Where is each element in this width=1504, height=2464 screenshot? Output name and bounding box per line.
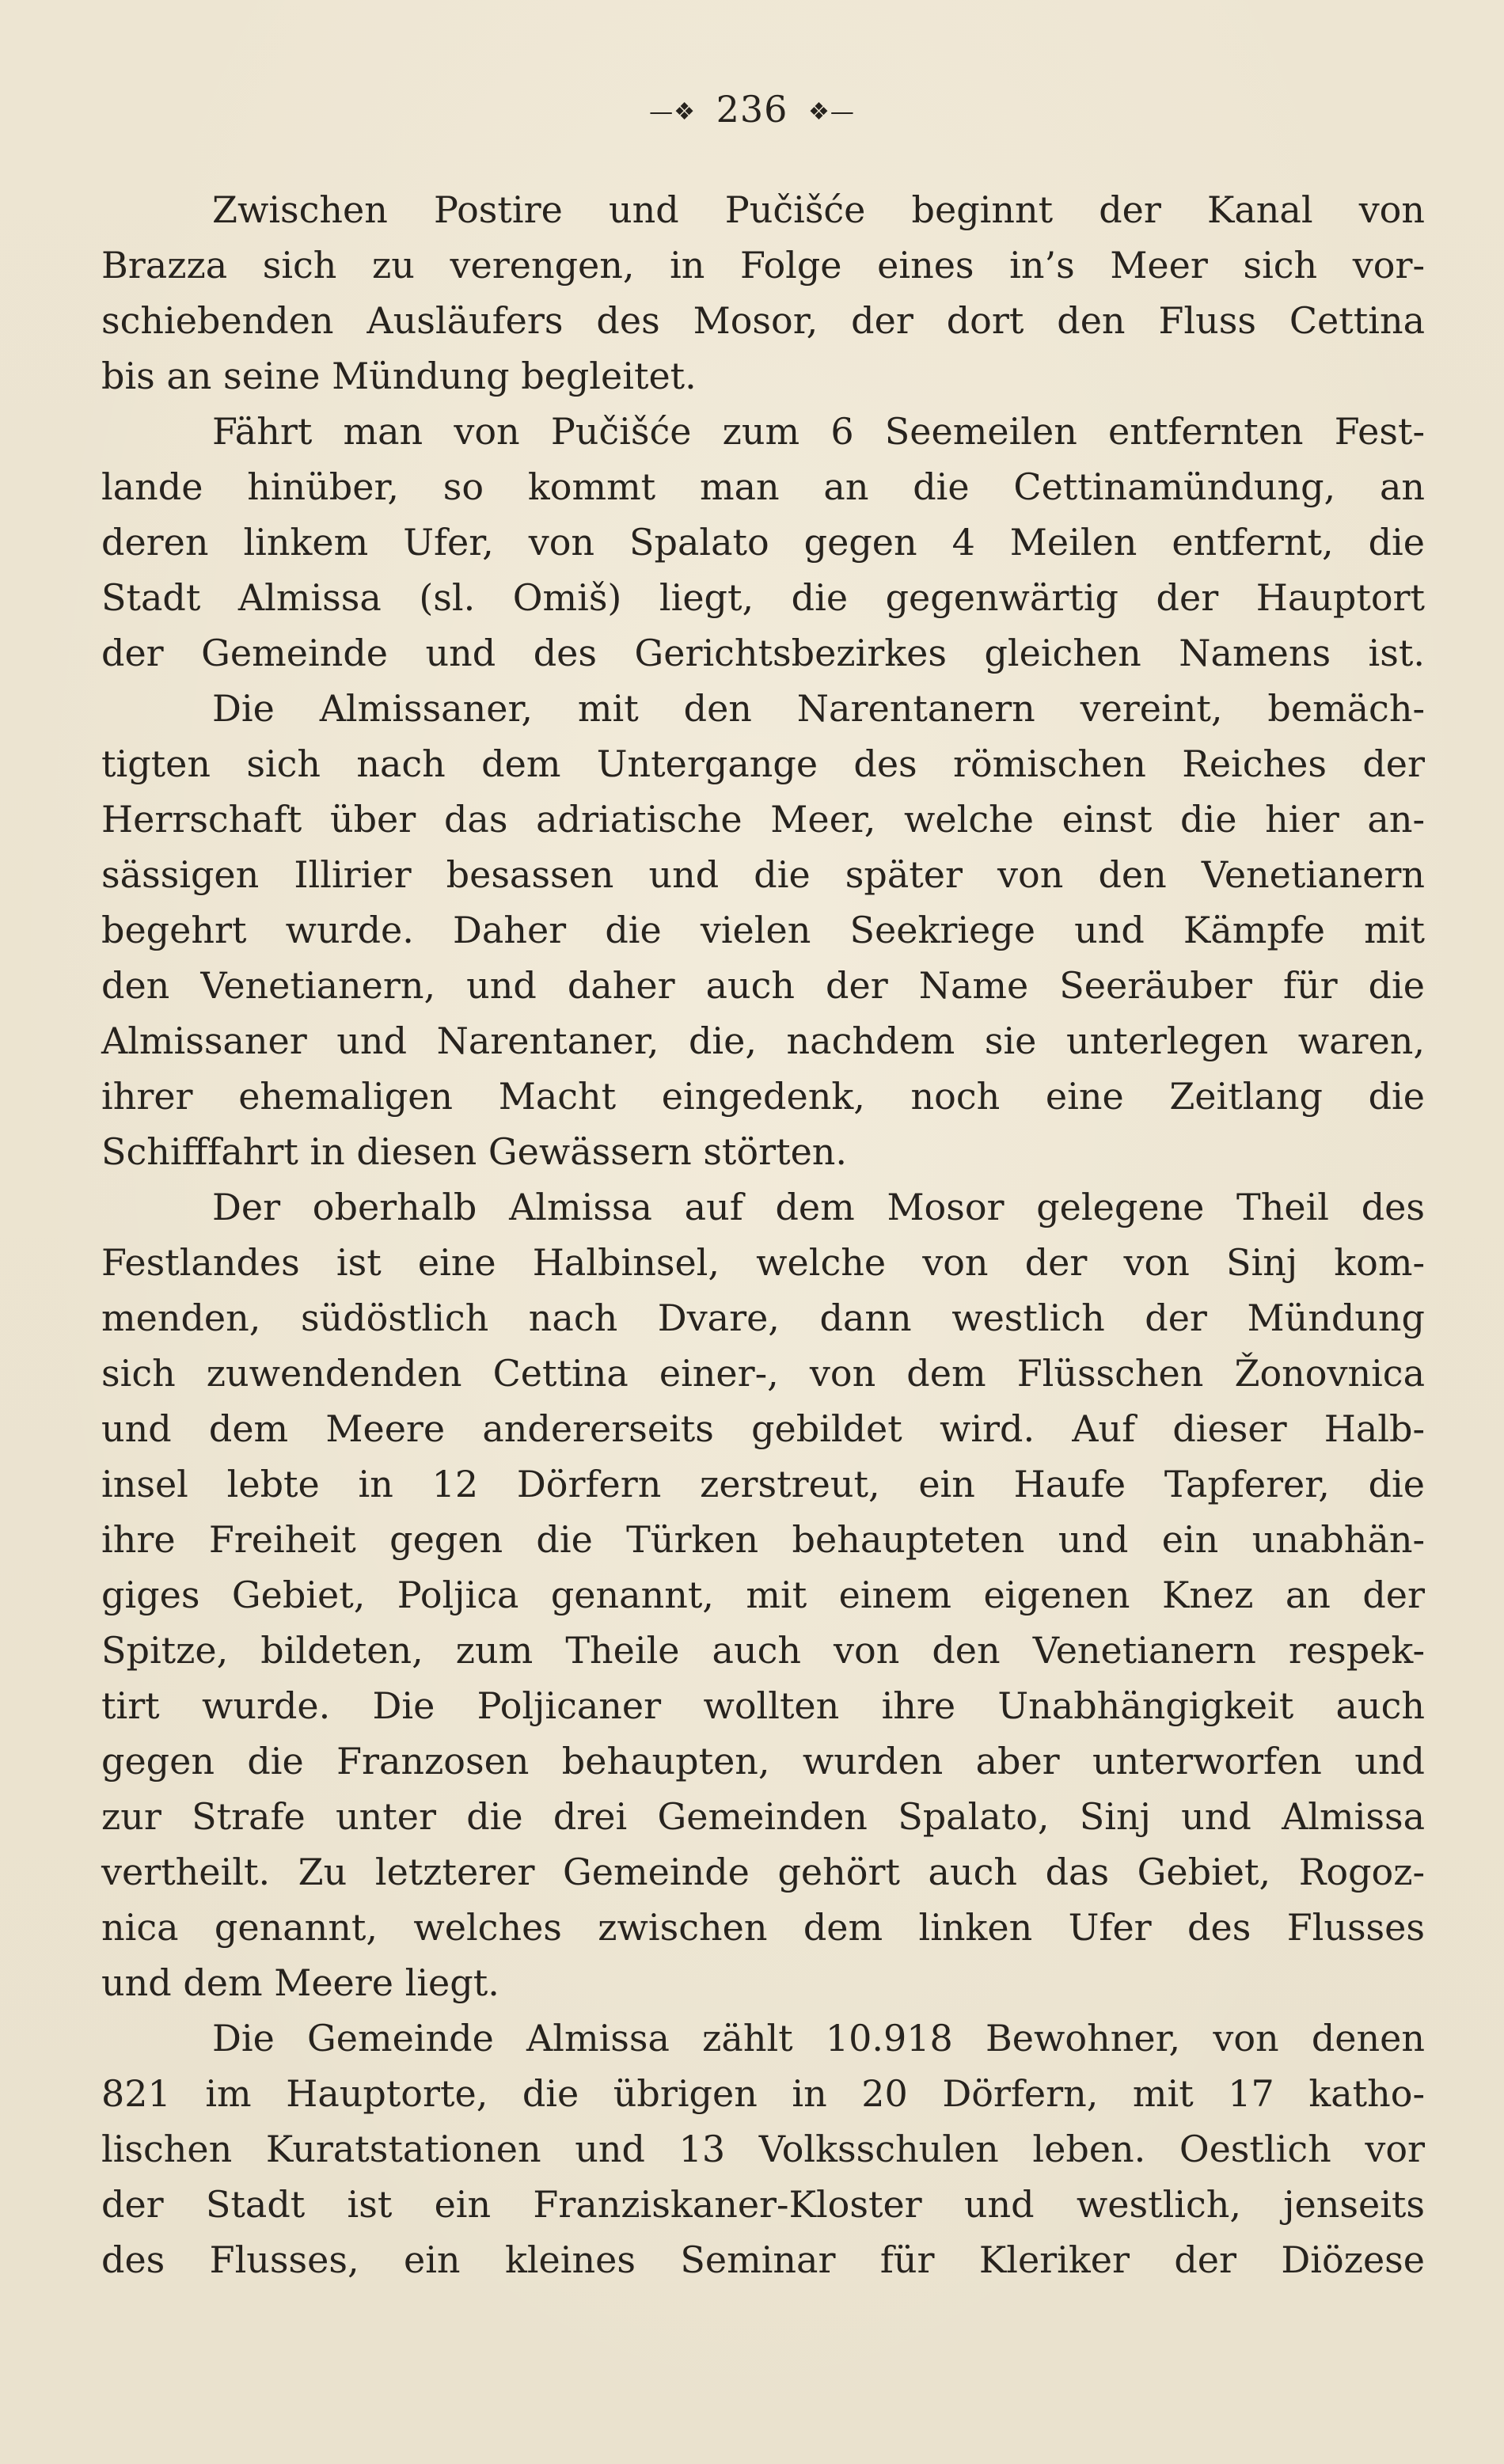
body-text bbox=[101, 182, 1425, 2287]
text-line: vertheilt. Zu letzterer Gemeinde gehört auch das Gebiet, Rogoz- bbox=[101, 1851, 1425, 1893]
text-line: gegen die Franzosen behaupten, wurden aber unterworfen und bbox=[101, 1740, 1425, 1783]
text-line: Schifffahrt in diesen Gewässern störten. bbox=[101, 1130, 848, 1173]
text-line: menden, südöstlich nach Dvare, dann westlich der Mündung bbox=[101, 1297, 1425, 1339]
text-line: des Flusses, ein kleines Seminar für Kleriker der Diözese bbox=[101, 2238, 1425, 2281]
header-ornament-right: ❖— bbox=[808, 98, 855, 126]
text-line: nica genannt, welches zwischen dem linken Ufer des Flusses bbox=[101, 1906, 1425, 1949]
text-line: der Stadt ist ein Franziskaner-Kloster und westlich, jenseits bbox=[101, 2183, 1425, 2226]
text-line: sich zuwendenden Cettina einer-, von dem Flüsschen Žonovnica bbox=[101, 1352, 1425, 1395]
text-line: lande hinüber, so kommt man an die Cettinamündung, an bbox=[101, 465, 1425, 508]
text-line: Stadt Almissa (sl. Omiš) liegt, die gegenwärtig der Hauptort bbox=[101, 576, 1425, 619]
text-line: begehrt wurde. Daher die vielen Seekriege und Kämpfe mit bbox=[101, 909, 1425, 951]
text-line: Die Gemeinde Almissa zählt 10.918 Bewohner, von denen bbox=[212, 2017, 1425, 2060]
text-line: Spitze, bildeten, zum Theile auch von den Venetianern respek- bbox=[101, 1629, 1425, 1672]
text-line: giges Gebiet, Poljica genannt, mit einem eigenen Knez an der bbox=[101, 1574, 1425, 1616]
text-line: lischen Kuratstationen und 13 Volksschulen leben. Oestlich vor bbox=[101, 2128, 1425, 2170]
text-line: Brazza sich zu verengen, in Folge eines in’s Meer sich vor- bbox=[101, 244, 1425, 287]
page-number: 236 bbox=[716, 88, 788, 131]
text-line: Der oberhalb Almissa auf dem Mosor gelegene Theil des bbox=[212, 1186, 1425, 1228]
text-line: ihrer ehemaligen Macht eingedenk, noch eine Zeitlang die bbox=[101, 1075, 1425, 1118]
page-header bbox=[0, 85, 1504, 136]
text-line: Die Almissaner, mit den Narentanern vereint, bemäch- bbox=[212, 687, 1425, 730]
text-line: der Gemeinde und des Gerichtsbezirkes gleichen Namens ist. bbox=[101, 632, 1425, 674]
text-line: und dem Meere liegt. bbox=[101, 1961, 499, 2004]
text-line: tirt wurde. Die Poljicaner wollten ihre Unabhängigkeit auch bbox=[101, 1684, 1425, 1727]
text-line: insel lebte in 12 Dörfern zerstreut, ein Haufe Tapferer, die bbox=[101, 1463, 1425, 1505]
text-line: zur Strafe unter die drei Gemeinden Spalato, Sinj und Almissa bbox=[101, 1795, 1425, 1838]
text-line: sässigen Illirier besassen und die später von den Venetianern bbox=[101, 853, 1425, 896]
text-line: bis an seine Mündung begleitet. bbox=[101, 355, 697, 397]
text-line: Herrschaft über das adriatische Meer, welche einst die hier an- bbox=[101, 798, 1425, 841]
text-line: Almissaner und Narentaner, die, nachdem sie unterlegen waren, bbox=[101, 1019, 1425, 1062]
text-line: tigten sich nach dem Untergange des römischen Reiches der bbox=[101, 742, 1425, 785]
text-line: ihre Freiheit gegen die Türken behaupteten und ein unabhän- bbox=[101, 1518, 1425, 1561]
text-line: Fährt man von Pučišće zum 6 Seemeilen entfernten Fest- bbox=[212, 410, 1425, 453]
text-line: den Venetianern, und daher auch der Name Seeräuber für die bbox=[101, 964, 1425, 1007]
text-line: deren linkem Ufer, von Spalato gegen 4 Meilen entfernt, die bbox=[101, 521, 1425, 564]
header-ornament-left: —❖ bbox=[649, 98, 696, 126]
text-line: 821 im Hauptorte, die übrigen in 20 Dörfern, mit 17 katho- bbox=[101, 2072, 1425, 2115]
text-line: Festlandes ist eine Halbinsel, welche von der von Sinj kom- bbox=[101, 1241, 1425, 1284]
text-line: schiebenden Ausläufers des Mosor, der dort den Fluss Cettina bbox=[101, 299, 1425, 342]
text-line: und dem Meere andererseits gebildet wird. Auf dieser Halb- bbox=[101, 1407, 1425, 1450]
text-line: Zwischen Postire und Pučišće beginnt der Kanal von bbox=[212, 188, 1425, 231]
